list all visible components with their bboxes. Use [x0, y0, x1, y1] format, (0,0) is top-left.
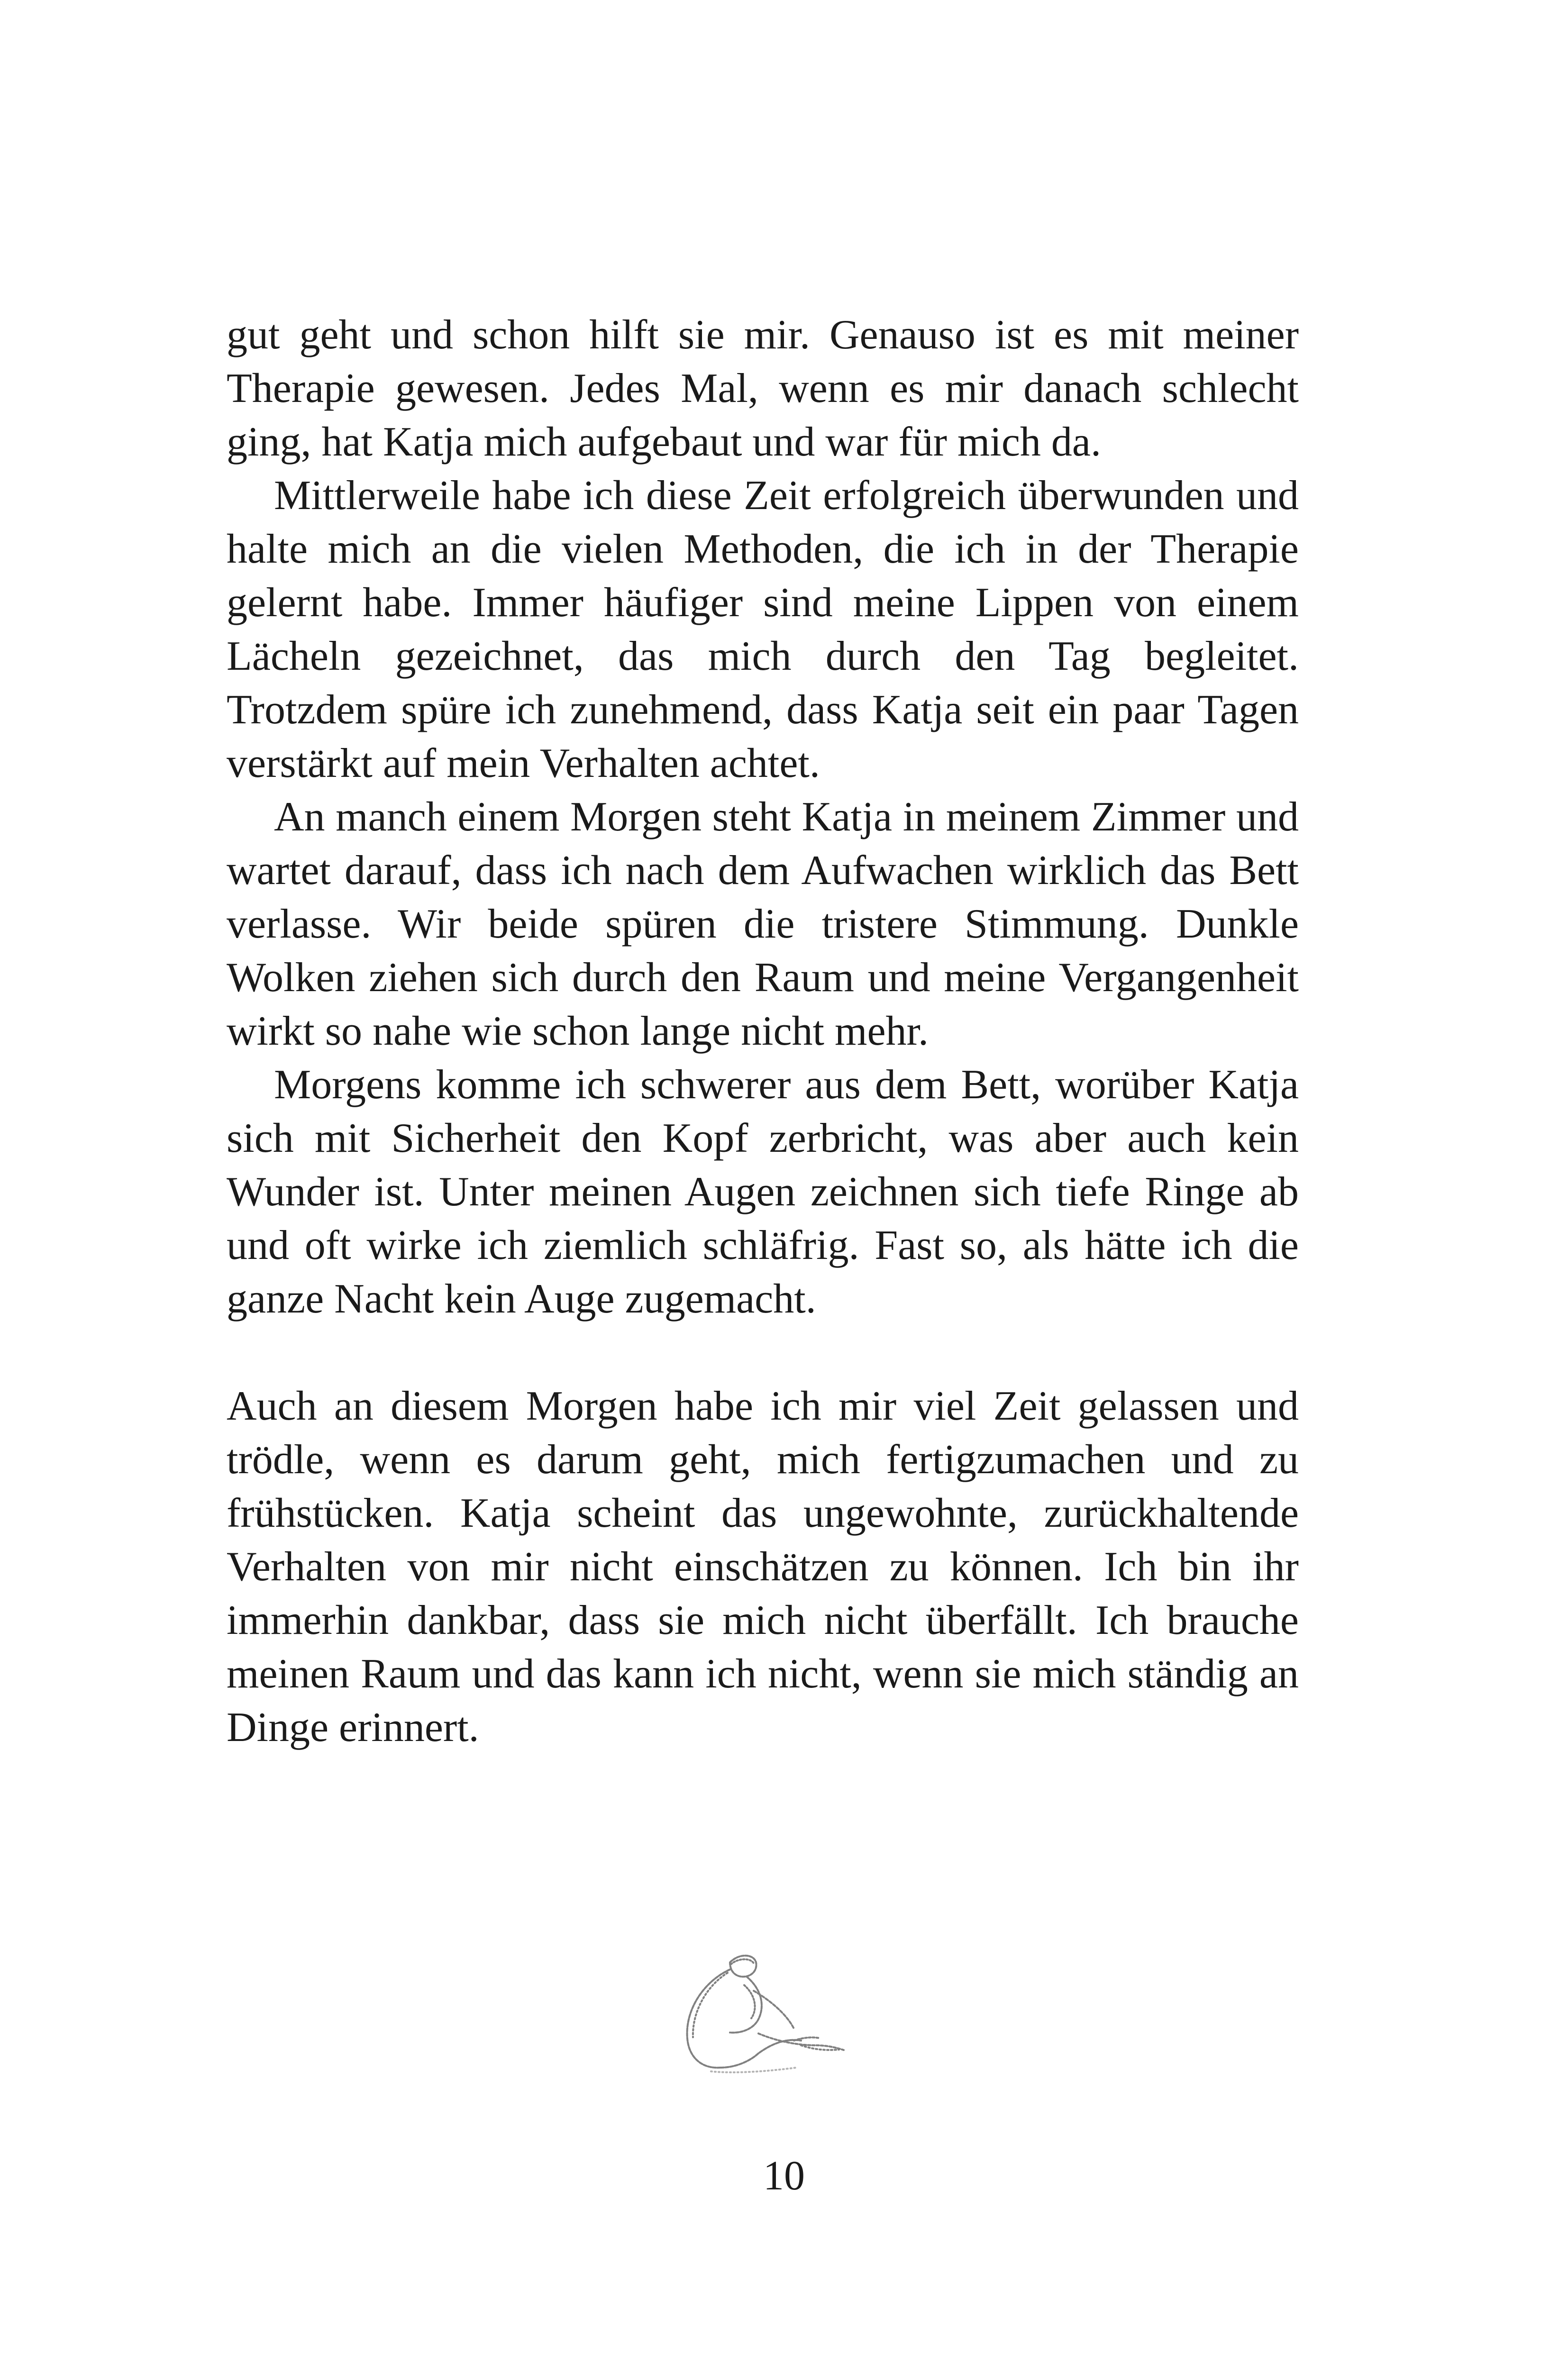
paragraph-2: Mittlerweile habe ich diese Zeit erfolgreich überwunden und halte mich an die vielen Methoden, die ich in der Therapie gelernt habe. Immer häufiger sind meine Lippen von einem Lächeln gezeichnet, das mich durch den Tag begleitet. Trotzdem spüre ich zunehmend, dass Katja seit ein paar Tagen verstärkt auf mein Verhalten achtet. [227, 473, 1299, 786]
body-text [227, 308, 1299, 1754]
page-number: 10 [763, 2153, 805, 2199]
paragraph-3: An manch einem Morgen steht Katja in meinem Zimmer und wartet darauf, dass ich nach dem Aufwachen wirklich das Bett verlasse. Wir beide spüren die tristere Stimmung. Dunkle Wolken ziehen sich durch den Raum und meine Vergangenheit wirkt so nahe wie schon lange nicht mehr. [227, 794, 1299, 1054]
crouching-figure-sketch-icon [659, 1943, 858, 2086]
paragraph-1: gut geht und schon hilft sie mir. Genauso ist es mit meiner Therapie gewesen. Jedes Mal, wenn es mir danach schlecht ging, hat Katja mich aufgebaut und war für mich da. [227, 312, 1299, 465]
paragraph-4: Morgens komme ich schwerer aus dem Bett, worüber Katja sich mit Sicherheit den Kopf zerbricht, was aber auch kein Wunder ist. Unter meinen Augen zeichnen sich tiefe Ringe ab und oft wirke ich ziemlich schläfrig. Fast so, als hätte ich die ganze Nacht kein Auge zugemacht. [227, 1062, 1299, 1322]
paragraph-5: Auch an diesem Morgen habe ich mir viel Zeit gelassen und trödle, wenn es darum geht, mich fertigzumachen und zu frühstücken. Katja scheint das ungewohnte, zurückhaltende Verhalten von mir nicht einschätzen zu können. Ich bin ihr immerhin dankbar, dass sie mich nicht überfällt. Ich brauche meinen Raum und das kann ich nicht, wenn sie mich ständig an Dinge erinnert. [227, 1383, 1299, 1750]
